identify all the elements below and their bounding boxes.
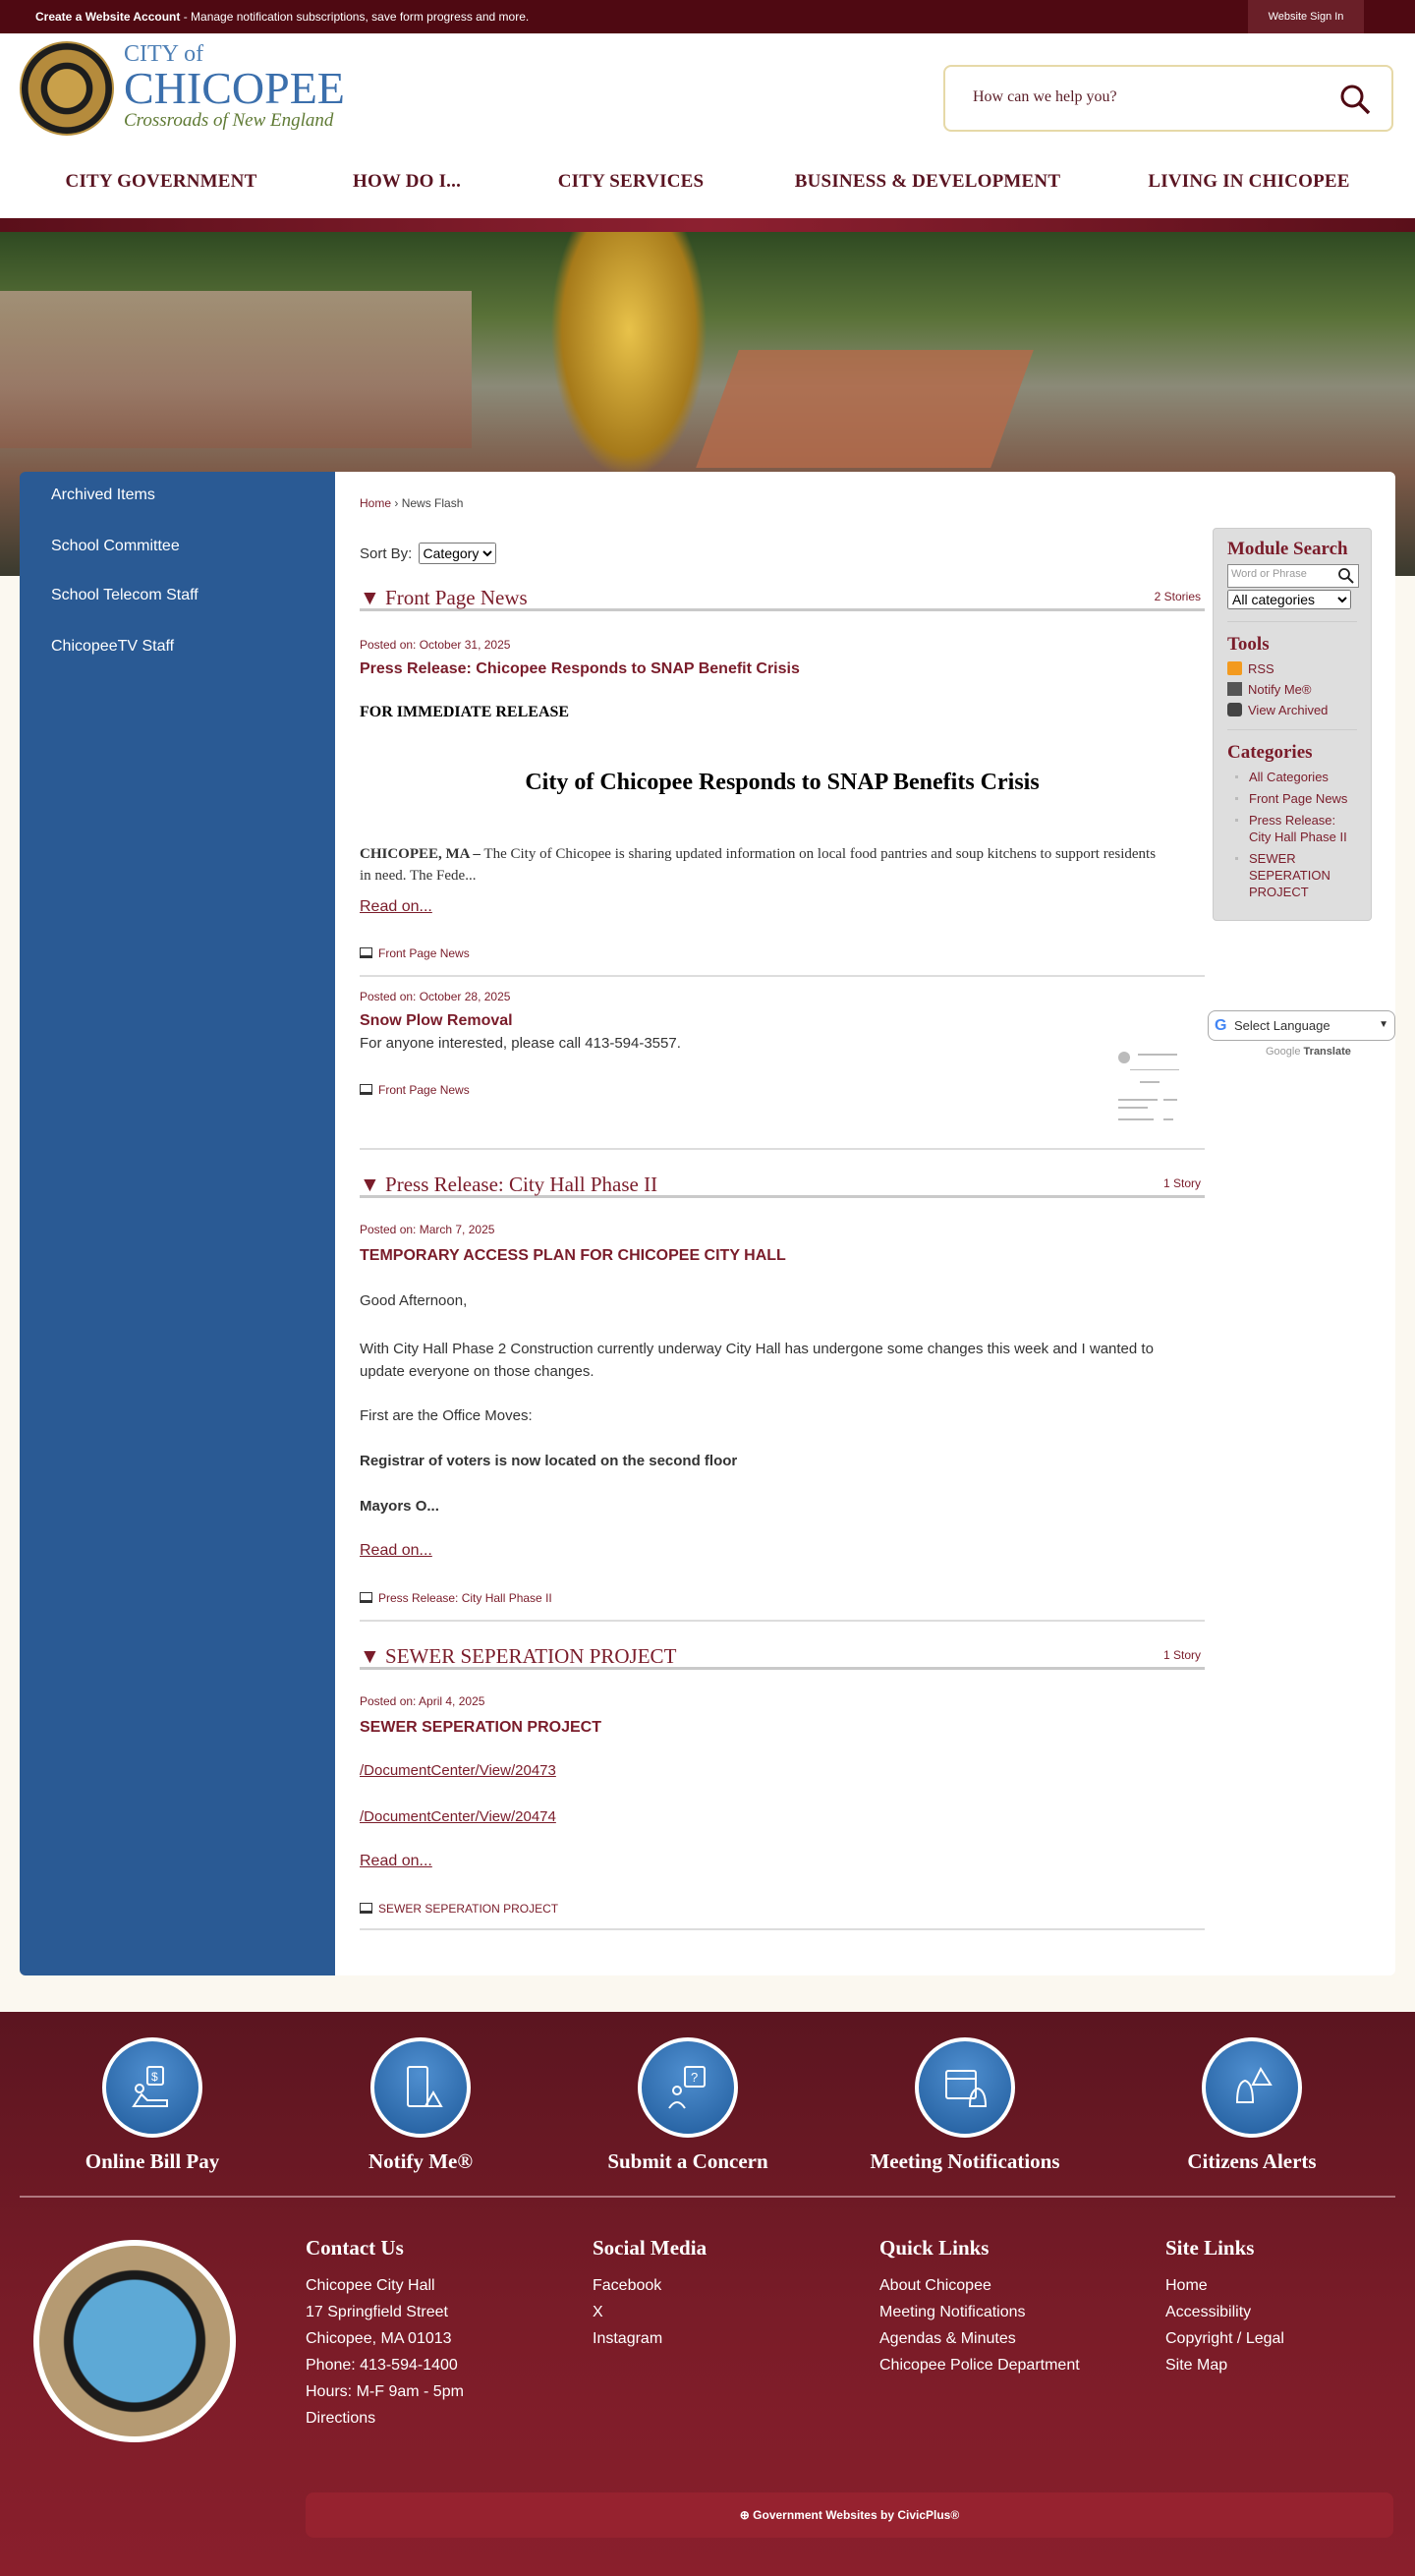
release-label: FOR IMMEDIATE RELEASE [360,704,570,720]
meeting-notifications-link[interactable] [847,2037,1083,2174]
news-paragraph: First are the Office Moves: [360,1407,533,1424]
nav-city-government[interactable]: CITY GOVERNMENT [65,171,257,192]
google-icon: G [1215,1017,1227,1034]
divider [360,975,1205,977]
svg-text:$: $ [151,2070,158,2084]
civicplus-label: Government Websites by CivicPlus® [753,2508,960,2522]
site-search [943,65,1393,132]
sort-select[interactable] [419,543,496,564]
contact-line: 17 Springfield Street [306,2304,448,2320]
search-input[interactable] [973,88,1327,106]
bell-alert-icon [1202,2037,1302,2138]
posted-date: Posted on: October 31, 2025 [360,638,511,652]
rss-icon [1227,661,1242,675]
online-bill-pay-link[interactable] [34,2037,270,2174]
category-link[interactable]: Press Release: City Hall Phase II [1249,812,1357,845]
posted-date: Posted on: October 28, 2025 [360,990,511,1003]
category-header-front-page-news[interactable] [360,586,1205,611]
nav-living-in-chicopee[interactable]: LIVING IN CHICOPEE [1148,171,1350,192]
breadcrumb [360,496,463,510]
divider [360,1148,1205,1150]
sidebar-item-school-committee[interactable]: School Committee [51,538,180,554]
top-bar [0,0,1415,33]
calendar-bell-icon [915,2037,1015,2138]
breadcrumb-home[interactable]: Home [360,496,392,510]
news-paragraph: Mayors O... [360,1498,439,1515]
create-account-link[interactable]: Create a Website Account [35,10,181,24]
sidebar-item-chicopeetv-staff[interactable]: ChicopeeTV Staff [51,638,175,655]
language-select[interactable] [1208,1010,1395,1041]
category-title: ▼ Press Release: City Hall Phase II [360,1173,658,1196]
divider [360,1928,1205,1930]
read-on-link[interactable]: Read on... [360,1853,432,1869]
tool-label: RSS [1248,661,1274,676]
posted-date: Posted on: April 4, 2025 [360,1694,485,1708]
svg-text:?: ? [691,2070,699,2085]
civicplus-icon: ⊕ [739,2508,754,2522]
divider [1227,729,1357,730]
site-links [1165,2236,1284,2378]
question-bubble-icon [638,2037,738,2138]
nav-how-do-i[interactable]: HOW DO I... [352,171,462,192]
news-title[interactable]: Press Release: Chicopee Responds to SNAP Benefit Crisis [360,660,800,677]
phone-alert-icon [370,2037,471,2138]
icon-label: Notify Me® [368,2149,474,2173]
category-header-press-release[interactable] [360,1173,1205,1198]
icon-label: Meeting Notifications [870,2149,1060,2173]
nav-city-services[interactable]: CITY SERVICES [557,171,705,192]
news-summary: For anyone interested, please call 413-594-3557. [360,1035,681,1052]
news-paragraph: Good Afternoon, [360,1292,468,1309]
news-paragraph: With City Hall Phase 2 Construction currently underway City Hall has undergone some changes this week and I wanted to update everyone on those changes. [360,1341,1154,1380]
site-link[interactable]: Copyright / Legal [1165,2330,1284,2347]
account-message-text: - Manage notification subscriptions, save form progress and more. [180,10,530,24]
book-icon [360,1084,372,1095]
notify-me-link[interactable] [303,2037,538,2174]
sort-label: Sort By: [360,545,413,562]
sidebar-item-school-telecom-staff[interactable]: School Telecom Staff [51,587,198,603]
citizens-alerts-link[interactable] [1134,2037,1370,2174]
city-seal [33,2240,236,2442]
contact-line: Chicopee, MA 01013 [306,2330,452,2347]
story-count: 1 Story [1162,1648,1201,1662]
header [0,33,1415,218]
site-link[interactable]: Site Map [1165,2357,1228,2374]
quick-link[interactable]: Chicopee Police Department [879,2357,1080,2374]
account-message [35,10,529,24]
footer-divider [20,2196,1395,2198]
contact-line: Chicopee City Hall [306,2277,435,2294]
news-title[interactable]: Snow Plow Removal [360,1012,513,1029]
sort-by [360,543,496,564]
posted-date: Posted on: March 7, 2025 [360,1223,495,1236]
news-category-link[interactable] [360,1083,470,1097]
news-summary [360,843,1165,887]
tools-title: Tools [1227,634,1270,655]
civicplus-credit[interactable] [306,2492,1393,2538]
tool-label: Notify Me® [1248,682,1312,697]
story-count: 2 Stories [1154,590,1201,603]
news-category-label: SEWER SEPERATION PROJECT [378,1902,559,1916]
category-link[interactable]: Front Page News [1249,790,1357,807]
breadcrumb-separator: › [391,496,402,510]
site-link[interactable]: Accessibility [1165,2304,1252,2320]
quick-link[interactable]: Agendas & Minutes [879,2330,1016,2347]
contact-line: Phone: 413-594-1400 [306,2357,458,2374]
news-category-label: Press Release: City Hall Phase II [378,1591,552,1605]
categories-title: Categories [1227,742,1313,763]
news-category-label: Front Page News [378,1083,470,1097]
instagram-link[interactable]: Instagram [593,2330,663,2347]
logo-line2: CHICOPEE [124,63,345,113]
read-on-link[interactable]: Read on... [360,1542,432,1559]
directions-link[interactable]: Directions [306,2410,376,2427]
sidebar [20,472,336,1975]
google-translate-credit [1266,1046,1351,1058]
bill-pay-icon [102,2037,202,2138]
site-logo[interactable] [124,41,345,132]
story-count: 1 Story [1162,1176,1201,1190]
news-paragraph: Registrar of voters is now located on the second floor [360,1453,738,1469]
quick-link[interactable]: Meeting Notifications [879,2304,1026,2320]
mail-icon [1227,682,1242,696]
category-select[interactable] [1227,590,1351,609]
category-link[interactable]: SEWER SEPERATION PROJECT [1249,850,1357,900]
archive-icon [1227,703,1242,716]
category-title: ▼ SEWER SEPERATION PROJECT [360,1644,677,1668]
news-summary-text: The City of Chicopee is sharing updated information on local food pantries and soup kitchens to support residents in need. The Fede... [360,846,1157,884]
tool-view-archived[interactable] [1227,703,1357,717]
book-icon [360,947,372,958]
nav-business-development[interactable]: BUSINESS & DEVELOPMENT [794,171,1061,192]
logo-line1: CITY of [124,41,204,67]
module-search-input[interactable] [1227,564,1359,588]
header-stripe [0,218,1415,232]
category-link[interactable]: All Categories [1249,769,1357,785]
news-dateline: CHICOPEE, MA – [360,846,481,862]
language-select-label: Select Language [1234,1018,1330,1033]
social-media [593,2236,707,2352]
book-icon [360,1903,372,1914]
module-search-title: Module Search [1227,539,1348,559]
logo-tagline: Crossroads of New England [124,110,334,131]
chevron-down-icon: ▼ [1379,1019,1388,1030]
news-category-link[interactable] [360,1591,552,1605]
quick-links [879,2236,1080,2378]
divider [360,1620,1205,1622]
tool-rss[interactable] [1227,661,1357,676]
site-link[interactable]: Home [1165,2277,1208,2294]
tool-label: View Archived [1248,703,1329,717]
sidebar-item-archived-items[interactable]: Archived Items [51,487,155,503]
submit-concern-link[interactable] [570,2037,806,2174]
footer [0,2012,1415,2576]
document-link[interactable]: /DocumentCenter/View/20473 [360,1762,556,1779]
city-seal-logo[interactable] [20,41,114,136]
document-link[interactable]: /DocumentCenter/View/20474 [360,1808,556,1825]
news-title[interactable]: TEMPORARY ACCESS PLAN FOR CHICOPEE CITY HALL [360,1247,786,1264]
module-search-placeholder: Word or Phrase [1231,568,1307,580]
tool-notify-me[interactable] [1227,682,1357,697]
quick-links-title: Quick Links [879,2236,990,2260]
news-headline: City of Chicopee Responds to SNAP Benefits Crisis [525,770,1040,795]
divider [1227,621,1357,622]
icon-label: Online Bill Pay [85,2149,220,2173]
category-title: ▼ Front Page News [360,586,528,609]
book-icon [360,1592,372,1603]
x-link[interactable]: X [593,2304,603,2320]
translate-label: Translate [1303,1046,1351,1058]
news-title[interactable]: SEWER SEPERATION PROJECT [360,1719,601,1736]
contact-line: Hours: M-F 9am - 5pm [306,2383,464,2400]
icon-label: Submit a Concern [607,2149,768,2173]
contact-us [306,2236,464,2432]
read-on-link[interactable]: Read on... [360,898,432,915]
site-links-title: Site Links [1165,2236,1255,2260]
icon-label: Citizens Alerts [1187,2149,1317,2173]
news-thumbnail[interactable] [1110,1044,1187,1134]
news-category-link[interactable] [360,946,470,960]
google-label: Google [1266,1046,1301,1058]
news-category-link[interactable] [360,1902,558,1916]
search-icon[interactable] [1338,83,1372,116]
website-sign-in-button[interactable]: Website Sign In [1248,0,1364,33]
contact-title: Contact Us [306,2236,404,2260]
facebook-link[interactable]: Facebook [593,2277,662,2294]
search-icon[interactable] [1337,567,1355,585]
breadcrumb-current: News Flash [401,496,464,510]
social-title: Social Media [593,2236,708,2260]
module-sidebar [1213,528,1372,921]
category-header-sewer-seperation[interactable] [360,1644,1205,1670]
quick-link[interactable]: About Chicopee [879,2277,991,2294]
news-category-label: Front Page News [378,946,470,960]
